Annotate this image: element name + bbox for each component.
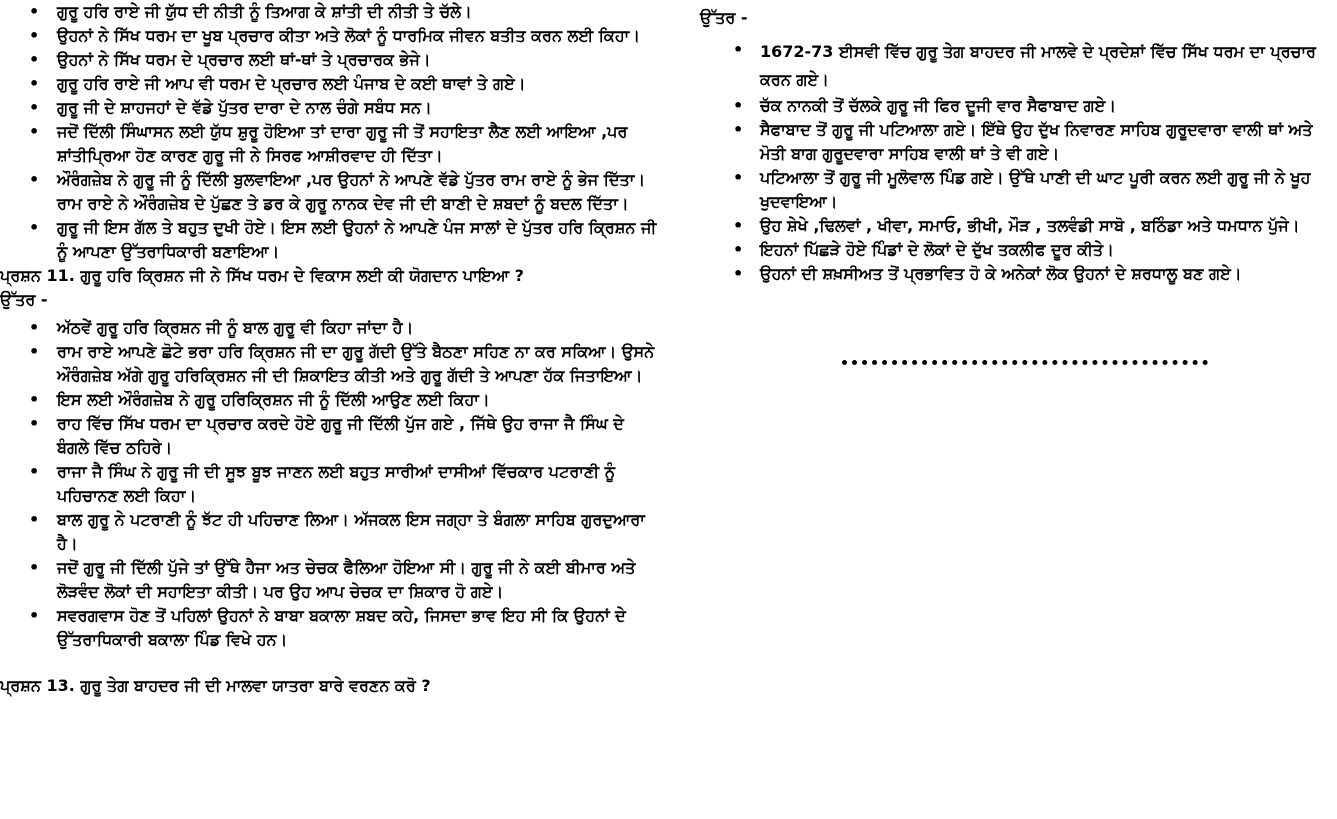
list-item: • ਇਹਨਾਂ ਪਿੱਛੜੇ ਹੋਏ ਪਿੰਡਾਂ ਦੇ ਲੋਕਾਂ ਦੇ ਦੁੱਖ ਤਕਲੀਫ ਦੂਰ ਕੀਤੇ। — [700, 238, 1337, 262]
list-item: • ਔਰੰਗਜ਼ੇਬ ਨੇ ਗੁਰੂ ਜੀ ਨੂੰ ਦਿੱਲੀ ਬੁਲਵਾਇਆ ,ਪਰ ਉਹਨਾਂ ਨੇ ਆਪਣੇ ਵੱਡੇ ਪੁੱਤਰ ਰਾਮ ਰਾਏ ਨੂੰ ਭੇਜ ਦਿੱਤਾ। ਰਾਮ ਰਾਏ ਨੇ ਔਰੰਗਜ਼ੇਬ ਦੇ ਪੁੱਛਣ ਤੇ ਡਰ ਕੇ ਗੁਰੂ ਨਾਨਕ ਦੇਵ ਜੀ ਦੀ ਬਾਣੀ ਦੇ ਸ਼ਬਦਾਂ ਨੂੰ ਬਦਲ ਦਿੱਤਾ। — [0, 168, 660, 216]
answer-label: ਉੱਤਰ - — [700, 8, 748, 27]
list-item: • ਗੁਰੂ ਹਰਿ ਰਾਏ ਜੀ ਯੁੱਧ ਦੀ ਨੀਤੀ ਨੂੰ ਤਿਆਗ ਕੇ ਸ਼ਾਂਤੀ ਦੀ ਨੀਤੀ ਤੇ ਚੱਲੇ। — [0, 0, 660, 24]
answer-list-q11 — [0, 316, 660, 652]
list-item: • ਚੱਕ ਨਾਨਕੀ ਤੋਂ ਚੱਲਕੇ ਗੁਰੂ ਜੀ ਫਿਰ ਦੂਜੀ ਵਾਰ ਸੈਫਾਬਾਦ ਗਏ। — [700, 94, 1337, 118]
list-item: • ਉਹ ਸ਼ੇਖੇ ,ਢਿਲਵਾਂ , ਖੀਵਾ, ਸਮਾਓ, ਭੀਖੀ, ਮੌੜ , ਤਲਵੰਡੀ ਸਾਬੋ , ਬਠਿੰਡਾ ਅਤੇ ਧਮਧਾਨ ਪੁੱਜੇ। — [700, 214, 1337, 238]
list-item: • ਰਾਮ ਰਾਏ ਆਪਣੇ ਛੋਟੇ ਭਰਾ ਹਰਿ ਕ੍ਰਿਸ਼ਨ ਜੀ ਦਾ ਗੁਰੂ ਗੱਦੀ ਉੱਤੇ ਬੈਠਣਾ ਸਹਿਣ ਨਾ ਕਰ ਸਕਿਆ। ਉਸਨੇ ਔਰੰਗਜ਼ੇਬ ਅੱਗੇ ਗੁਰੂ ਹਰਿਕ੍ਰਿਸ਼ਨ ਜੀ ਦੀ ਸ਼ਿਕਾਇਤ ਕੀਤੀ ਅਤੇ ਗੁਰੂ ਗੱਦੀ ਤੇ ਆਪਣਾ ਹੱਕ ਜਿਤਾਇਆ। — [0, 340, 660, 388]
list-item: • ਗੁਰੂ ਹਰਿ ਰਾਏ ਜੀ ਆਪ ਵੀ ਧਰਮ ਦੇ ਪ੍ਰਚਾਰ ਲਈ ਪੰਜਾਬ ਦੇ ਕਈ ਥਾਵਾਂ ਤੇ ਗਏ। — [0, 72, 660, 96]
answer-list-q10 — [0, 0, 660, 264]
list-item: • ਸਵਰਗਵਾਸ ਹੋਣ ਤੋਂ ਪਹਿਲਾਂ ਉਹਨਾਂ ਨੇ ਬਾਬਾ ਬਕਾਲਾ ਸ਼ਬਦ ਕਹੇ, ਜਿਸਦਾ ਭਾਵ ਇਹ ਸੀ ਕਿ ਉਹਨਾਂ ਦੇ ਉੱਤਰਾਧਿਕਾਰੀ ਬਕਾਲਾ ਪਿੰਡ ਵਿਖੇ ਹਨ। — [0, 604, 660, 652]
list-item: • 1672-73 ਈਸਵੀ ਵਿੱਚ ਗੁਰੂ ਤੇਗ ਬਾਹਦਰ ਜੀ ਮਾਲਵੇ ਦੇ ਪ੍ਰਦੇਸ਼ਾਂ ਵਿੱਚ ਸਿੱਖ ਧਰਮ ਦਾ ਪ੍ਰਚਾਰ ਕਰਨ ਗਏ। — [700, 38, 1337, 94]
question-13-heading: ਪ੍ਰਸ਼ਨ 13. ਗੁਰੂ ਤੇਗ ਬਾਹਦਰ ਜੀ ਦੀ ਮਾਲਵਾ ਯਾਤਰਾ ਬਾਰੇ ਵਰਣਨ ਕਰੋ ? — [0, 676, 431, 695]
left-column — [0, 0, 660, 698]
list-item: • ਰਾਹ ਵਿੱਚ ਸਿੱਖ ਧਰਮ ਦਾ ਪ੍ਰਚਾਰ ਕਰਦੇ ਹੋਏ ਗੁਰੂ ਜੀ ਦਿੱਲੀ ਪੁੱਜ ਗਏ , ਜਿੱਥੇ ਉਹ ਰਾਜਾ ਜੈ ਸਿੰਘ ਦੇ ਬੰਗਲੇ ਵਿੱਚ ਠਹਿਰੇ। — [0, 412, 660, 460]
list-item: • ਗੁਰੂ ਜੀ ਦੇ ਸ਼ਾਹਜਹਾਂ ਦੇ ਵੱਡੇ ਪੁੱਤਰ ਦਾਰਾ ਦੇ ਨਾਲ ਚੰਗੇ ਸਬੰਧ ਸਨ। — [0, 96, 660, 120]
right-column — [700, 0, 1337, 286]
list-item: • ਅੱਠਵੇਂ ਗੁਰੂ ਹਰਿ ਕ੍ਰਿਸ਼ਨ ਜੀ ਨੂੰ ਬਾਲ ਗੁਰੂ ਵੀ ਕਿਹਾ ਜਾਂਦਾ ਹੈ। — [0, 316, 660, 340]
list-item: • ਇਸ ਲਈ ਔਰੰਗਜ਼ੇਬ ਨੇ ਗੁਰੂ ਹਰਿਕ੍ਰਿਸ਼ਨ ਜੀ ਨੂੰ ਦਿੱਲੀ ਆਉਣ ਲਈ ਕਿਹਾ। — [0, 388, 660, 412]
list-item: • ਬਾਲ ਗੁਰੂ ਨੇ ਪਟਰਾਣੀ ਨੂੰ ਝੱਟ ਹੀ ਪਹਿਚਾਣ ਲਿਆ। ਅੱਜਕਲ ਇਸ ਜਗ੍ਹਾ ਤੇ ਬੰਗਲਾ ਸਾਹਿਬ ਗੁਰਦੁਆਰਾ ਹੈ। — [0, 508, 660, 556]
list-item: • ਉਹਨਾਂ ਨੇ ਸਿੱਖ ਧਰਮ ਦੇ ਪ੍ਰਚਾਰ ਲਈ ਥਾਂ-ਥਾਂ ਤੇ ਪ੍ਰਚਾਰਕ ਭੇਜੇ। — [0, 48, 660, 72]
answer-list-q13 — [700, 38, 1337, 286]
dotted-divider — [842, 360, 1208, 365]
list-item: • ਸੈਫਾਬਾਦ ਤੋਂ ਗੁਰੂ ਜੀ ਪਟਿਆਲਾ ਗਏ। ਇੱਥੇ ਉਹ ਦੁੱਖ ਨਿਵਾਰਣ ਸਾਹਿਬ ਗੁਰੂਦਵਾਰਾ ਵਾਲੀ ਥਾਂ ਅਤੇ ਮੋਤੀ ਬਾਗ ਗੁਰੂਦਵਾਰਾ ਸਾਹਿਬ ਵਾਲੀ ਥਾਂ ਤੇ ਵੀ ਗਏ। — [700, 118, 1337, 166]
question-11-heading: ਪ੍ਰਸ਼ਨ 11. ਗੁਰੂ ਹਰਿ ਕ੍ਰਿਸ਼ਨ ਜੀ ਨੇ ਸਿੱਖ ਧਰਮ ਦੇ ਵਿਕਾਸ ਲਈ ਕੀ ਯੋਗਦਾਨ ਪਾਇਆ ? — [0, 266, 524, 285]
list-item: • ਰਾਜਾ ਜੈ ਸਿੰਘ ਨੇ ਗੁਰੂ ਜੀ ਦੀ ਸੂਝ ਬੂਝ ਜਾਣਨ ਲਈ ਬਹੁਤ ਸਾਰੀਆਂ ਦਾਸੀਆਂ ਵਿੱਚਕਾਰ ਪਟਰਾਣੀ ਨੂੰ ਪਹਿਚਾਨਣ ਲਈ ਕਿਹਾ। — [0, 460, 660, 508]
answer-label: ਉੱਤਰ - — [0, 290, 48, 309]
list-item: • ਜਦੋਂ ਦਿੱਲੀ ਸਿੰਘਾਸਨ ਲਈ ਯੁੱਧ ਸ਼ੁਰੂ ਹੋਇਆ ਤਾਂ ਦਾਰਾ ਗੁਰੂ ਜੀ ਤੋਂ ਸਹਾਇਤਾ ਲੈਣ ਲਈ ਆਇਆ ,ਪਰ ਸ਼ਾਂਤੀਪ੍ਰਿਆ ਹੋਣ ਕਾਰਣ ਗੁਰੂ ਜੀ ਨੇ ਸਿਰਫ ਆਸ਼ੀਰਵਾਦ ਹੀ ਦਿੱਤਾ। — [0, 120, 660, 168]
list-item: • ਜਦੋਂ ਗੁਰੂ ਜੀ ਦਿੱਲੀ ਪੁੱਜੇ ਤਾਂ ਉੱਥੇ ਹੈਜਾ ਅਤ ਚੇਚਕ ਫੈਲਿਆ ਹੋਇਆ ਸੀ। ਗੁਰੂ ਜੀ ਨੇ ਕਈ ਬੀਮਾਰ ਅਤੇ ਲੋੜਵੰਦ ਲੋਕਾਂ ਦੀ ਸਹਾਇਤਾ ਕੀਤੀ। ਪਰ ਉਹ ਆਪ ਚੇਚਕ ਦਾ ਸ਼ਿਕਾਰ ਹੋ ਗਏ। — [0, 556, 660, 604]
list-item: • ਉਹਨਾਂ ਨੇ ਸਿੱਖ ਧਰਮ ਦਾ ਖੂਬ ਪ੍ਰਚਾਰ ਕੀਤਾ ਅਤੇ ਲੋਕਾਂ ਨੂੰ ਧਾਰਮਿਕ ਜੀਵਨ ਬਤੀਤ ਕਰਨ ਲਈ ਕਿਹਾ। — [0, 24, 660, 48]
list-item: • ਗੁਰੂ ਜੀ ਇਸ ਗੱਲ ਤੇ ਬਹੁਤ ਦੁਖੀ ਹੋਏ। ਇਸ ਲਈ ਉਹਨਾਂ ਨੇ ਆਪਣੇ ਪੰਜ ਸਾਲਾਂ ਦੇ ਪੁੱਤਰ ਹਰਿ ਕ੍ਰਿਸ਼ਨ ਜੀ ਨੂੰ ਆਪਣਾ ਉੱਤਰਾਧਿਕਾਰੀ ਬਣਾਇਆ। — [0, 216, 660, 264]
list-item: • ਪਟਿਆਲਾ ਤੋਂ ਗੁਰੂ ਜੀ ਮੂਲੋਵਾਲ ਪਿੰਡ ਗਏ। ਉੱਥੇ ਪਾਣੀ ਦੀ ਘਾਟ ਪੂਰੀ ਕਰਨ ਲਈ ਗੁਰੂ ਜੀ ਨੇ ਖੂਹ ਖੁਦਵਾਇਆ। — [700, 166, 1337, 214]
list-item: • ਉਹਨਾਂ ਦੀ ਸ਼ਖ਼ਸੀਅਤ ਤੋਂ ਪ੍ਰਭਾਵਿਤ ਹੋ ਕੇ ਅਨੇਕਾਂ ਲੋਕ ਉਹਨਾਂ ਦੇ ਸ਼ਰਧਾਲੂ ਬਣ ਗਏ। — [700, 262, 1337, 286]
